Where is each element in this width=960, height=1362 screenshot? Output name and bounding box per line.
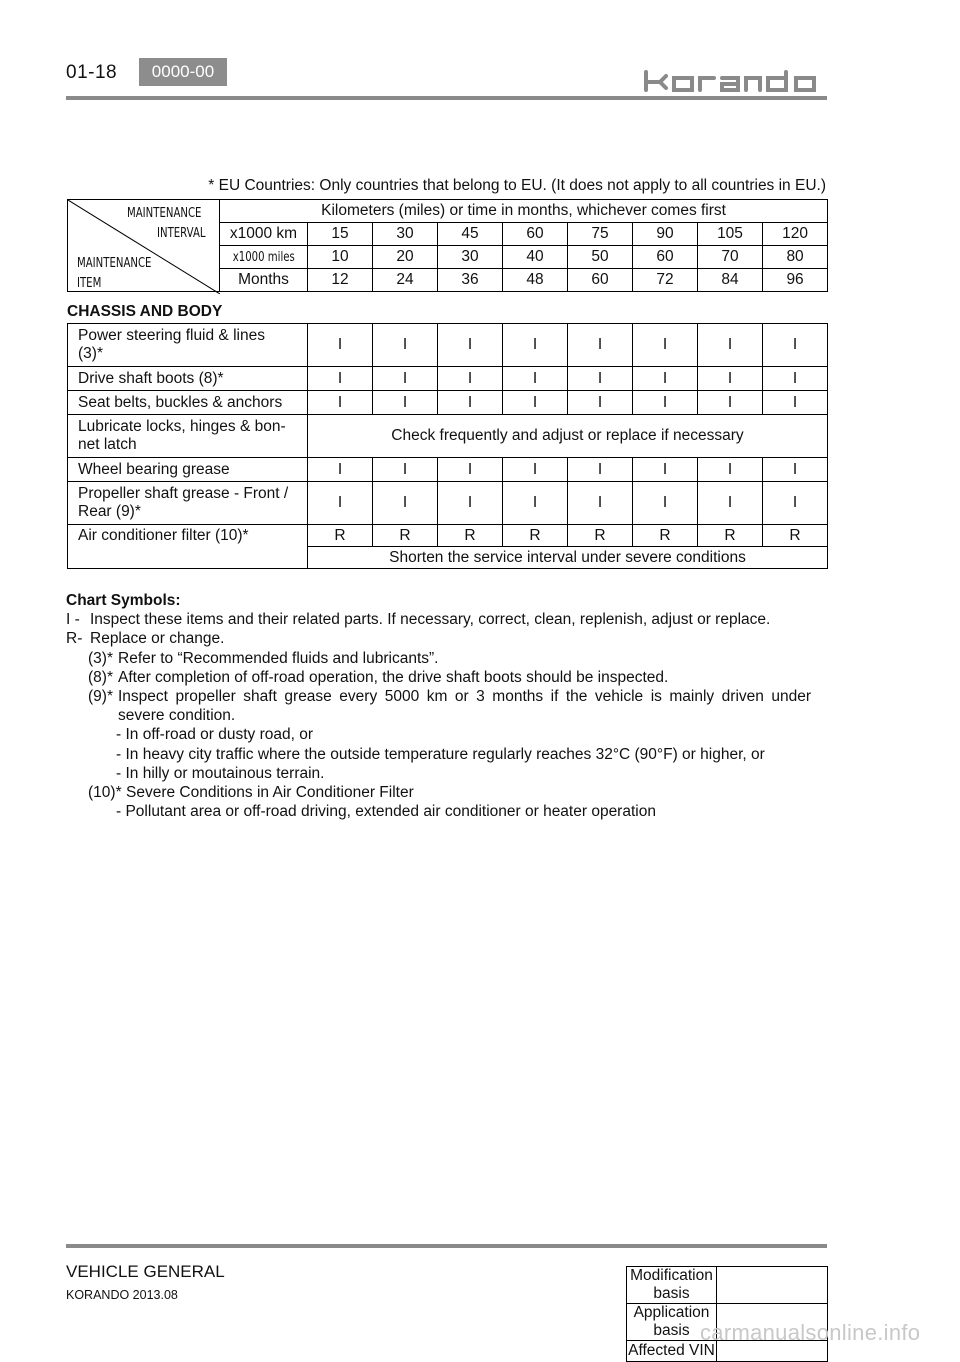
legend-item: [66, 629, 826, 648]
note-item: [66, 687, 826, 706]
schedule-mark: I: [698, 324, 763, 367]
schedule-mark: I: [568, 458, 633, 482]
interval-value: 90: [633, 223, 698, 246]
item-name: Drive shaft boots (8)*: [68, 367, 308, 391]
schedule-mark: R: [308, 525, 373, 547]
item-name: Power steering fluid & lines (3)*: [68, 324, 308, 367]
schedule-mark: R: [698, 525, 763, 547]
legend-text: Replace or change.: [90, 630, 225, 648]
schedule-mark: I: [763, 391, 828, 415]
schedule-mark: I: [438, 391, 503, 415]
schedule-mark: I: [763, 482, 828, 525]
schedule-mark: I: [308, 324, 373, 367]
interval-value: 36: [438, 269, 503, 292]
schedule-mark: R: [568, 525, 633, 547]
interval-value: 70: [698, 246, 763, 269]
schedule-mark: R: [373, 525, 438, 547]
schedule-mark: I: [568, 391, 633, 415]
interval-value: 60: [633, 246, 698, 269]
schedule-mark: I: [633, 367, 698, 391]
interval-value: 72: [633, 269, 698, 292]
schedule-mark: I: [633, 482, 698, 525]
chassis-body-table: [67, 323, 828, 569]
table-row: [68, 391, 828, 415]
legend-text: Inspect these items and their related parts. If necessary, correct, clean, replenish, adjust or replace.: [90, 611, 771, 629]
section-title: CHASSIS AND BODY: [67, 303, 223, 320]
interval-value: 10: [308, 246, 373, 269]
schedule-mark: I: [698, 482, 763, 525]
item-name: Wheel bearing grease: [68, 458, 308, 482]
interval-label-line1: MAINTENANCE: [127, 206, 202, 221]
item-name: Seat belts, buckles & anchors: [68, 391, 308, 415]
schedule-mark: R: [438, 525, 503, 547]
span-note: Check frequently and adjust or replace if necessary: [308, 415, 828, 458]
schedule-mark: I: [568, 324, 633, 367]
note-ref: (9)*: [88, 687, 113, 705]
schedule-mark: I: [568, 482, 633, 525]
item-label-line1: MAINTENANCE: [77, 256, 152, 271]
interval-value: 105: [698, 223, 763, 246]
schedule-mark: I: [373, 391, 438, 415]
footer-model: KORANDO 2013.08: [66, 1288, 178, 1302]
note-item: [66, 649, 826, 668]
note-text: - In heavy city traffic where the outside temperature regularly reaches 32°C (90°F) or higher, or: [116, 745, 765, 763]
schedule-mark: I: [633, 458, 698, 482]
interval-value: 30: [373, 223, 438, 246]
interval-value: 24: [373, 269, 438, 292]
schedule-mark: I: [633, 391, 698, 415]
interval-value: 120: [763, 223, 828, 246]
schedule-mark: I: [438, 367, 503, 391]
table-row: [68, 482, 828, 525]
schedule-mark: R: [763, 525, 828, 547]
schedule-mark: I: [373, 367, 438, 391]
schedule-mark: I: [308, 482, 373, 525]
row-label: x1000 miles: [220, 246, 308, 269]
note-item: [66, 668, 826, 687]
mod-label: Application basis: [627, 1304, 717, 1341]
table-row: [68, 415, 828, 458]
table-row: [68, 324, 828, 367]
eu-note: * EU Countries: Only countries that belong to EU. (It does not apply to all countries in EU.): [208, 177, 826, 194]
watermark: carmanualsonline.info: [700, 1320, 921, 1345]
schedule-mark: I: [503, 367, 568, 391]
interval-value: 20: [373, 246, 438, 269]
schedule-mark: I: [633, 324, 698, 367]
note-text: severe condition.: [118, 707, 236, 725]
schedule-mark: I: [763, 458, 828, 482]
schedule-mark: I: [438, 482, 503, 525]
note-text: After completion of off-road operation, the drive shaft boots should be inspected.: [118, 668, 669, 686]
schedule-mark: I: [373, 324, 438, 367]
note-text: Severe Conditions in Air Conditioner Filter: [126, 783, 414, 801]
schedule-mark: I: [503, 482, 568, 525]
footer-rule: [66, 1244, 827, 1248]
chart-symbols-legend: [66, 591, 826, 821]
note-text: Refer to “Recommended fluids and lubricants”.: [118, 649, 439, 667]
interval-value: 60: [503, 223, 568, 246]
note-bullet: [66, 764, 826, 783]
note-text: - Pollutant area or off-road driving, extended air conditioner or heater operation: [116, 803, 656, 821]
row-label: x1000 km: [220, 223, 308, 246]
schedule-mark: I: [373, 482, 438, 525]
interval-value: 60: [568, 269, 633, 292]
note-ref: (8)*: [88, 668, 113, 686]
note-item: [66, 783, 826, 802]
schedule-mark: I: [503, 324, 568, 367]
table-row: [68, 525, 828, 547]
schedule-mark: I: [698, 367, 763, 391]
interval-label-line2: INTERVAL: [157, 226, 206, 241]
interval-span-title: Kilometers (miles) or time in months, whichever comes first: [220, 200, 828, 223]
schedule-mark: I: [438, 324, 503, 367]
item-name: Lubricate locks, hinges & bon- net latch: [68, 415, 308, 458]
note-ref: (3)*: [88, 649, 113, 667]
item-label-line2: ITEM: [77, 276, 102, 291]
interval-value: 15: [308, 223, 373, 246]
interval-value: 12: [308, 269, 373, 292]
header-rule: [66, 96, 827, 100]
schedule-mark: I: [308, 391, 373, 415]
interval-value: 45: [438, 223, 503, 246]
modification-table: [626, 1266, 828, 1362]
schedule-mark: I: [503, 391, 568, 415]
interval-value: 40: [503, 246, 568, 269]
legend-title: Chart Symbols:: [66, 592, 181, 609]
schedule-mark: I: [698, 391, 763, 415]
table-row: [68, 367, 828, 391]
schedule-mark: I: [698, 458, 763, 482]
interval-value: 80: [763, 246, 828, 269]
item-name: Air conditioner filter (10)*: [68, 525, 308, 569]
item-name: Propeller shaft grease - Front / Rear (9)*: [68, 482, 308, 525]
section-code-badge: 0000-00: [139, 58, 227, 86]
schedule-mark: I: [568, 367, 633, 391]
interval-header-table: [67, 199, 828, 292]
interval-value: 96: [763, 269, 828, 292]
note-text: - In hilly or moutainous terrain.: [116, 764, 325, 782]
interval-value: 50: [568, 246, 633, 269]
legend-symbol: I -: [66, 611, 80, 629]
schedule-mark: I: [373, 458, 438, 482]
schedule-mark: I: [763, 367, 828, 391]
mod-value: [717, 1267, 828, 1304]
table-row: [68, 458, 828, 482]
note-bullet: [66, 802, 826, 821]
note-ref: (10)*: [88, 783, 122, 801]
schedule-mark: I: [308, 458, 373, 482]
note-bullet: [66, 725, 826, 744]
note-text: Inspect propeller shaft grease every 5000 km or 3 months if the vehicle is mainly driven under: [118, 687, 812, 705]
row-label: Months: [220, 269, 308, 292]
interval-value: 75: [568, 223, 633, 246]
interval-value: 30: [438, 246, 503, 269]
mod-label: Affected VIN: [627, 1341, 717, 1362]
interval-value: 48: [503, 269, 568, 292]
schedule-mark: I: [308, 367, 373, 391]
schedule-mark: I: [763, 324, 828, 367]
mod-label: Modification basis: [627, 1267, 717, 1304]
legend-item: [66, 610, 826, 629]
schedule-mark: I: [438, 458, 503, 482]
legend-symbol: R-: [66, 630, 83, 648]
note-item: [66, 706, 826, 725]
schedule-mark: R: [503, 525, 568, 547]
schedule-mark: I: [503, 458, 568, 482]
footer-section: VEHICLE GENERAL: [66, 1262, 225, 1281]
schedule-mark: R: [633, 525, 698, 547]
diagonal-header-cell: [68, 200, 220, 292]
interval-value: 84: [698, 269, 763, 292]
note-bullet: [66, 745, 826, 764]
note-text: - In off-road or dusty road, or: [116, 726, 314, 744]
span-note: Shorten the service interval under severe conditions: [308, 547, 828, 569]
page-number: 01-18: [66, 62, 118, 83]
